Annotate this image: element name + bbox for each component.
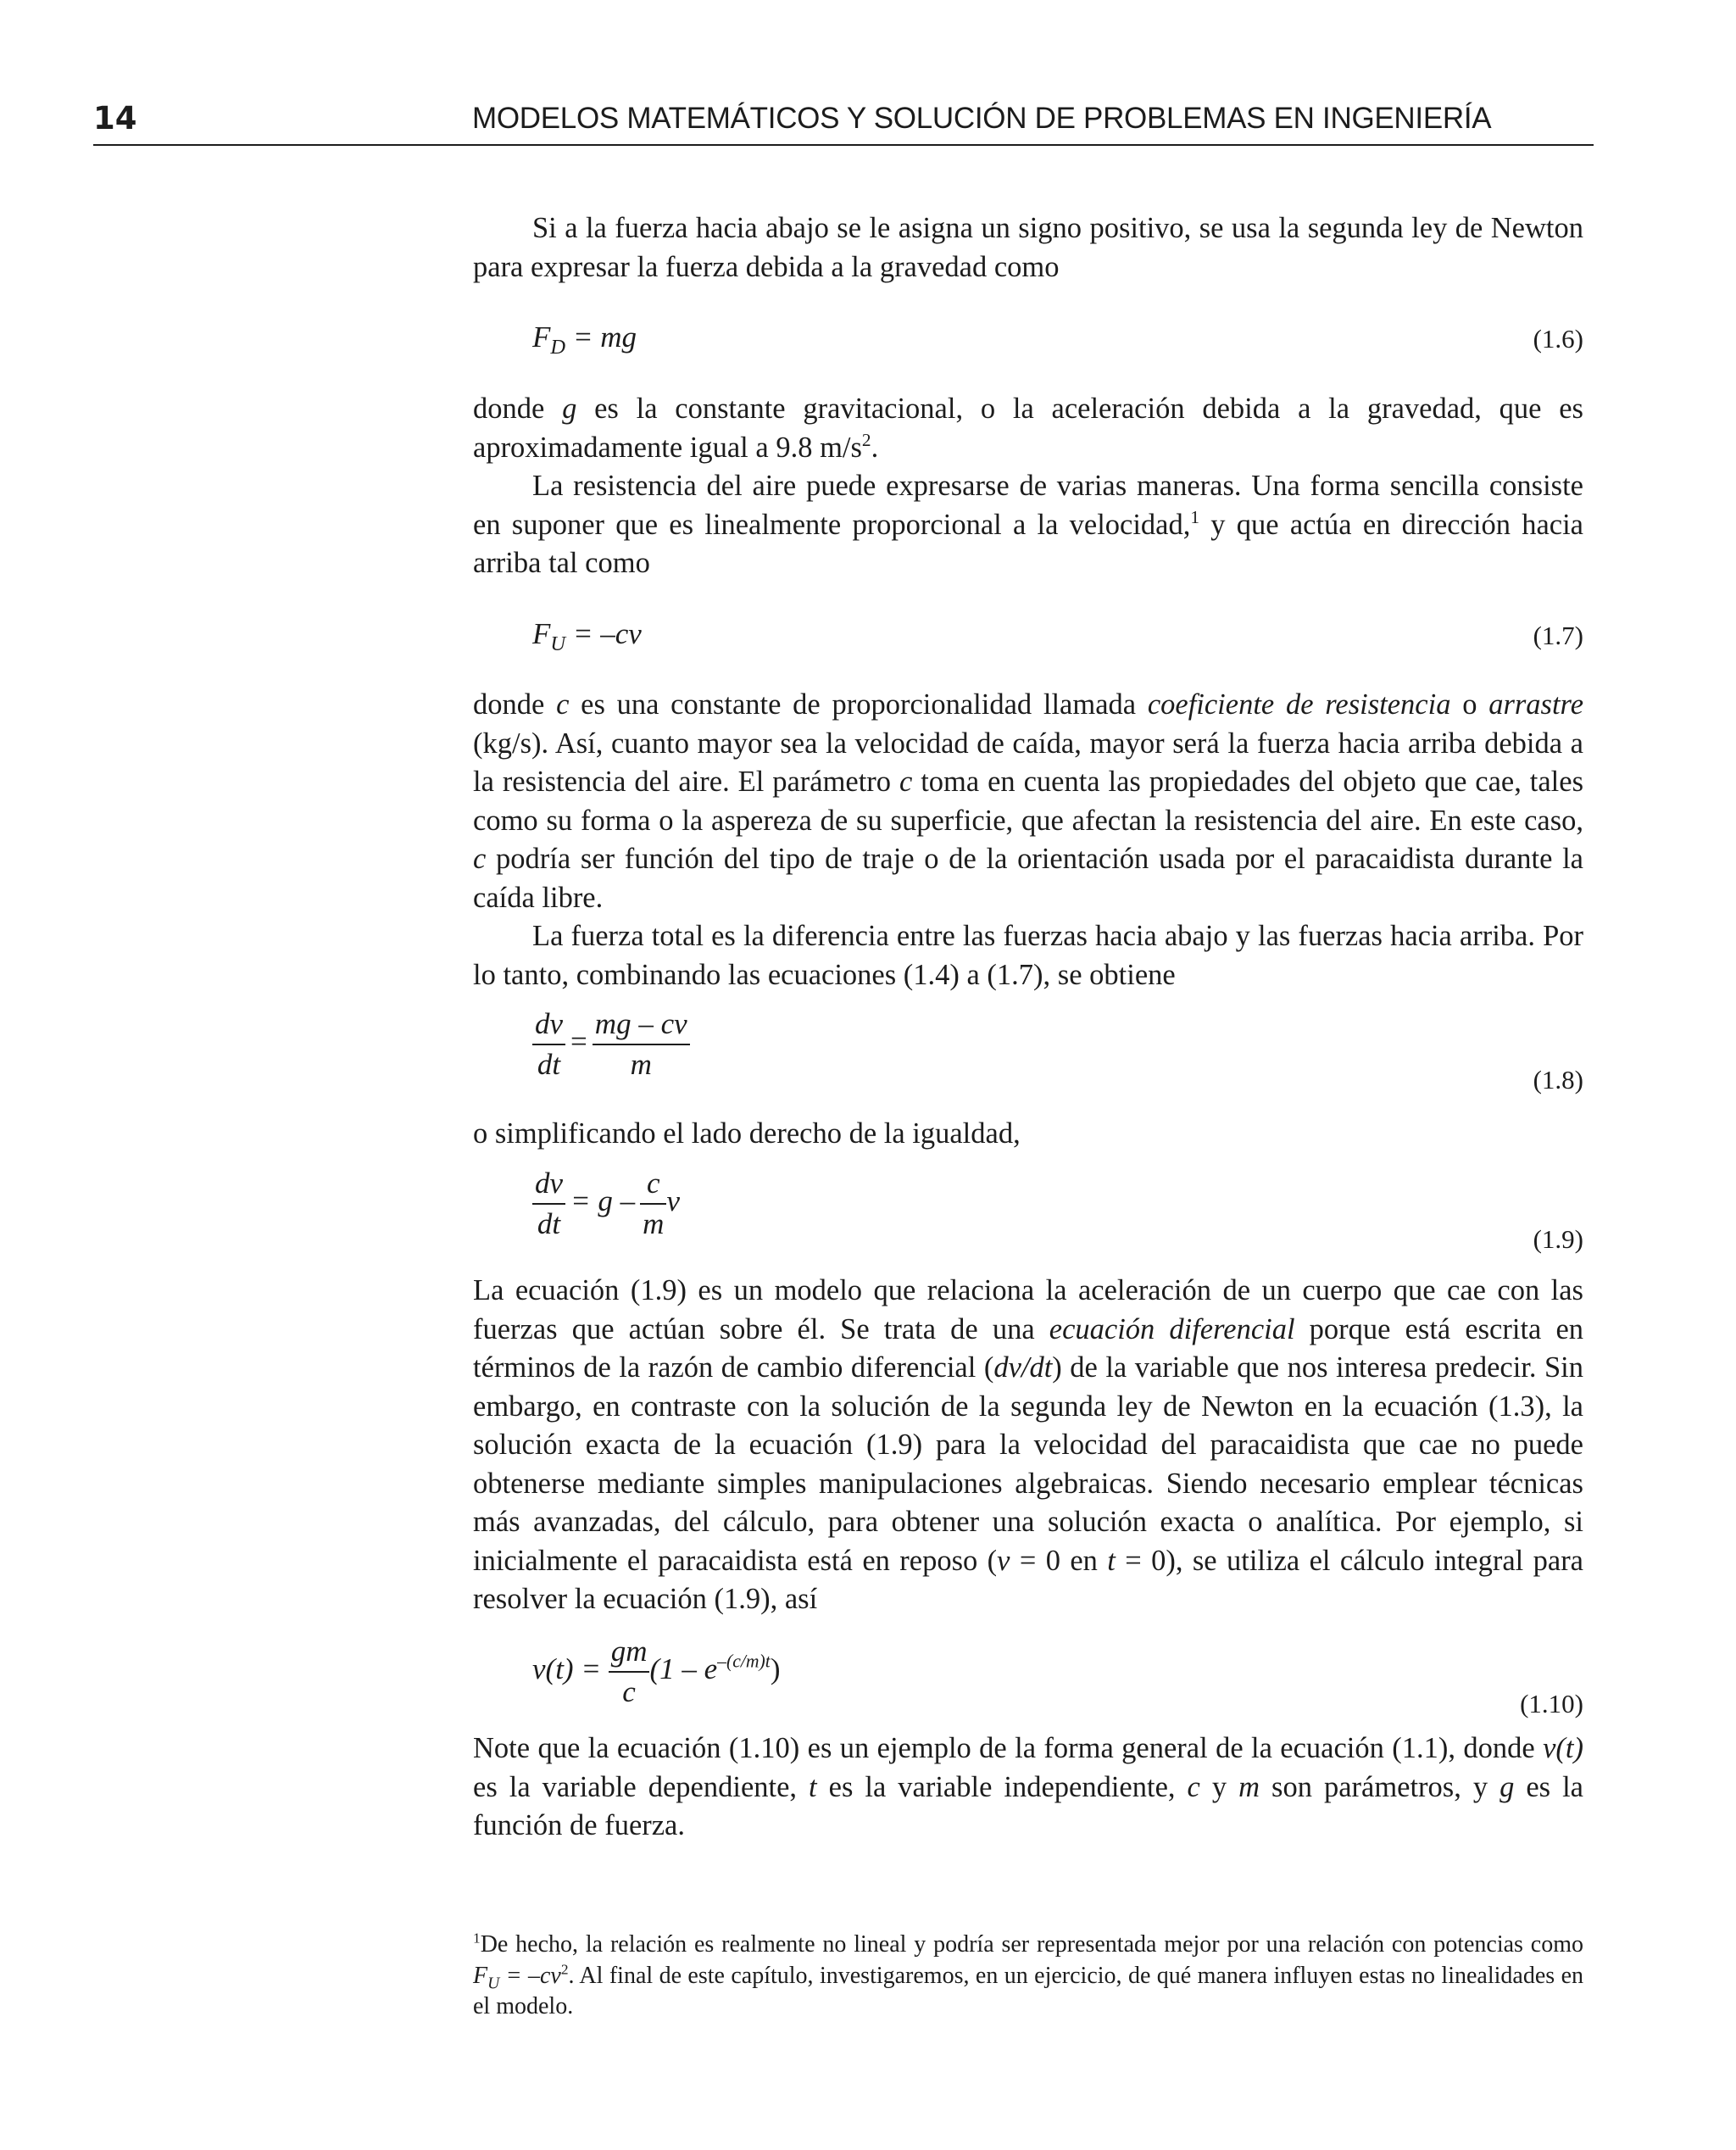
paragraph-7	[473, 1272, 1583, 1619]
text-run: donde	[473, 393, 563, 425]
fraction	[532, 1007, 565, 1082]
page-number: 14	[93, 100, 137, 136]
text-run: podría ser función del tipo de traje o de la orientación usada por el paracaidista durante la caída libre.	[473, 843, 1583, 914]
eq-lhs: v(t) =	[532, 1652, 601, 1686]
fraction	[593, 1007, 690, 1082]
page-header	[93, 95, 1594, 146]
text-run: = 0), se utiliza el cálculo integral para resolver la ecuación (1.9), así	[473, 1544, 1583, 1615]
variable: g	[562, 393, 577, 425]
variable: t	[809, 1770, 817, 1803]
paragraph-6	[473, 1115, 1583, 1154]
text-run: o	[1450, 688, 1489, 721]
equation-number: (1.9)	[1533, 1224, 1583, 1254]
eq-operator: = g –	[570, 1184, 636, 1218]
numerator: dv	[532, 1007, 565, 1045]
numerator: dv	[532, 1167, 565, 1205]
eq-subscript: D	[550, 335, 566, 359]
text-run: y	[1199, 1770, 1239, 1803]
numerator: mg – cv	[593, 1007, 690, 1045]
text-run: es la variable dependiente,	[473, 1770, 810, 1803]
variable: v	[997, 1544, 1010, 1577]
equation-1-10	[532, 1635, 1583, 1718]
text-run: y que actúa en dirección hacia arriba tal como	[473, 508, 1583, 579]
numerator: c	[640, 1167, 666, 1205]
paragraph-2	[473, 390, 1583, 467]
paragraph-text	[473, 1272, 1583, 1619]
denominator: dt	[537, 1048, 561, 1081]
defined-term: arrastre	[1488, 688, 1584, 721]
paragraph-5: La fuerza total es la diferencia entre las fuerzas hacia abajo y las fuerzas hacia arriba. Por lo tanto, combinando las ecuaciones (1.4) a (1.7), se obtiene	[473, 920, 1583, 991]
footnote	[473, 1930, 1583, 2023]
variable: c	[556, 688, 570, 721]
eq-subscript: U	[550, 632, 566, 655]
variable: F	[473, 1962, 488, 1989]
variable: c	[473, 843, 487, 875]
text-run: La ecuación (1.9) es un modelo que relaciona la aceleración de un cuerpo que cae con las fuerzas que actúan sobre él. Se trata de una	[473, 1274, 1583, 1345]
equation-1-8	[532, 1007, 1583, 1094]
equation-number: (1.8)	[1533, 1065, 1583, 1094]
equation-1-7	[532, 617, 1583, 655]
eq-operator: =	[570, 1025, 587, 1059]
text-run: ) de la variable que nos interesa predecir. Sin embargo, en contraste con la solución de la segunda ley de Newton en la ecuación (1.3), la solución exacta de la ecuación (1.9) para la velocidad del paracaidista que cae no puede obtenerse mediante simples manipulaciones algebraicas. Siendo necesario emplear técnicas más avanzadas, del cálculo, para obtener una solución exacta o analítica. Por ejemplo, si inicialmente el paracaidista está en reposo (	[473, 1351, 1584, 1577]
text-run: porque está escrita en términos de la razón de cambio diferencial (	[473, 1312, 1584, 1384]
denominator: m	[643, 1207, 665, 1240]
variable: m	[1238, 1770, 1260, 1803]
eq-term: F	[532, 320, 551, 354]
eq-term: )	[770, 1652, 781, 1686]
variable: = –cv	[499, 1962, 561, 1989]
variable: v(t)	[1543, 1732, 1583, 1764]
eq-rhs: = –cv	[572, 617, 642, 650]
text-run: toma en cuenta las propiedades del objeto que cae, tales como su forma o la aspereza de su superficie, que afectan la resistencia del aire. En este caso,	[473, 766, 1584, 837]
variable: g	[1500, 1770, 1515, 1803]
exponent: –(c/m)t	[717, 1651, 771, 1672]
text-run: = 0 en	[1010, 1544, 1108, 1577]
defined-term: ecuación diferencial	[1049, 1312, 1295, 1345]
numerator: gm	[609, 1635, 650, 1673]
text-run: son parámetros, y	[1260, 1770, 1500, 1803]
footnote-mark: 1	[473, 1930, 481, 1947]
eq-term: F	[532, 617, 551, 650]
superscript: 2	[861, 429, 871, 450]
paragraph-3	[473, 467, 1583, 583]
eq-rhs: = mg	[572, 320, 637, 354]
paragraph-1	[473, 209, 1583, 287]
text-run: Note que la ecuación (1.10) es un ejemplo de la forma general de la ecuación (1.1), donde	[473, 1732, 1544, 1764]
equation-number: (1.6)	[1533, 324, 1583, 354]
text-run: es la función de fuerza.	[473, 1770, 1583, 1841]
paragraph-text: Si a la fuerza hacia abajo se le asigna un signo positivo, se usa la segunda ley de Newton para expresar la fuerza debida a la gravedad como	[473, 212, 1583, 283]
variable: dv/dt	[993, 1351, 1053, 1384]
defined-term: coeficiente de resistencia	[1147, 688, 1451, 721]
footnote-ref: 1	[1190, 506, 1200, 527]
text-run: donde	[473, 688, 557, 721]
eq-term: v	[666, 1184, 680, 1218]
paragraph-text: o simplificando el lado derecho de la igualdad,	[473, 1117, 1021, 1150]
variable: c	[899, 766, 913, 798]
text-run: es la variable independiente,	[816, 1770, 1188, 1803]
paragraph-8	[473, 1729, 1583, 1846]
text-run: es la constante gravitacional, o la aceleración debida a la gravedad, que es aproximadamente igual a 9.8 m/s	[473, 393, 1583, 464]
denominator: m	[630, 1048, 652, 1081]
denominator: dt	[537, 1207, 561, 1240]
variable: c	[1187, 1770, 1200, 1803]
subscript: U	[487, 1974, 500, 1992]
paragraph-4-5	[473, 686, 1583, 994]
paragraph-4	[473, 686, 1583, 917]
text-run: es una constante de proporcionalidad llamada	[569, 688, 1148, 721]
text-run: La resistencia del aire puede expresarse de varias maneras. Una forma sencilla consiste en suponer que es linealmente proporcional a la velocidad,	[473, 470, 1583, 541]
equation-1-6	[532, 320, 1583, 359]
equation-number: (1.10)	[1520, 1689, 1583, 1718]
variable: t	[1107, 1544, 1116, 1577]
text-run: De hecho, la relación es realmente no lineal y podría ser representada mejor por una relación con potencias como	[480, 1931, 1583, 1958]
superscript: 2	[560, 1960, 569, 1977]
eq-term: (1 – e	[649, 1652, 718, 1686]
paragraph-2-3	[473, 390, 1583, 583]
text-run: .	[871, 431, 879, 464]
equation-number: (1.7)	[1533, 621, 1583, 650]
fraction	[609, 1635, 650, 1709]
text-run: . Al final de este capítulo, investigaremos, en un ejercicio, de qué manera influyen estas no linealidades en el modelo.	[473, 1962, 1584, 2019]
fraction	[640, 1167, 666, 1241]
running-title: MODELOS MATEMÁTICOS Y SOLUCIÓN DE PROBLEMAS EN INGENIERÍA	[472, 102, 1492, 135]
denominator: c	[622, 1675, 636, 1708]
fraction	[532, 1167, 565, 1241]
equation-1-9	[532, 1167, 1583, 1254]
text-run: (kg/s). Así, cuanto mayor sea la velocidad de caída, mayor será la fuerza hacia arriba debida a la resistencia del aire. El parámetro	[473, 727, 1583, 798]
paragraph-text	[473, 1729, 1583, 1846]
